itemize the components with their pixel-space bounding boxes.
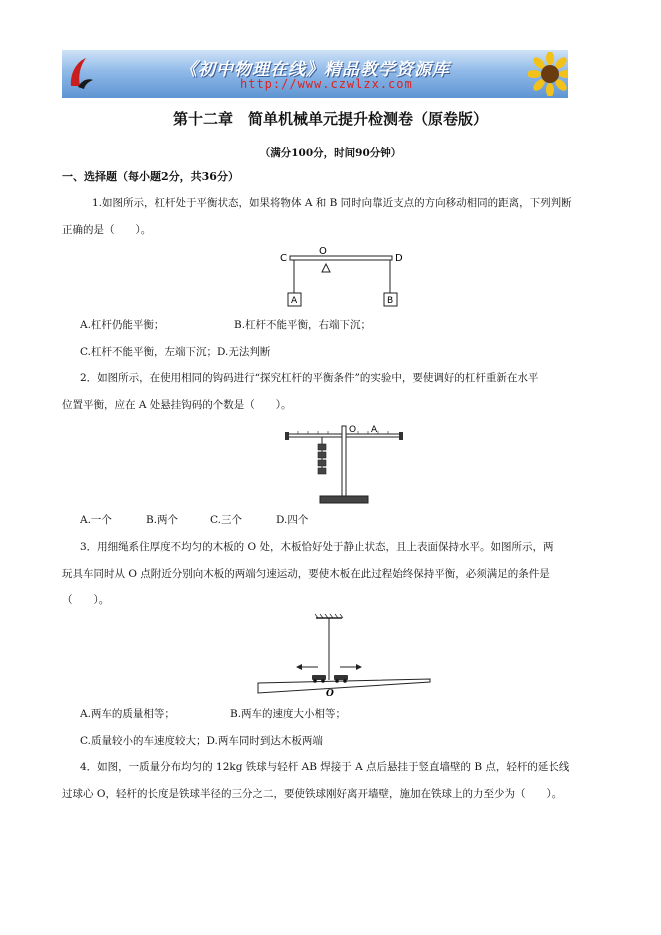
label-o: O: [326, 689, 334, 699]
q1-option-cd: C.杠杆不能平衡，左端下沉；D.无法判断: [80, 346, 271, 358]
q2-option-b: B.两个: [146, 514, 179, 526]
label-c: C: [280, 253, 287, 264]
label-o: O: [349, 425, 357, 435]
q2-option-d: D.四个: [276, 514, 309, 526]
arrow-left-icon: [296, 664, 302, 670]
q4-text-line1: 4．如图，一质量分布均匀的 12kg 铁球与轻杆 AB 焊接于 A 点后悬挂于竖直墙壁的 B 点，轻杆的延长线: [80, 761, 570, 773]
q3-plank-figure: [254, 612, 436, 702]
sunflower-icon: [528, 52, 568, 96]
q3-option-b: B.两车的速度大小相等；: [230, 708, 347, 720]
q2-text-line1: 2．如图所示，在使用相同的钩码进行“探究杠杆的平衡条件”的实验中，要使调好的杠杆重新在水平: [80, 372, 539, 384]
q3-option-a: A.两车的质量相等；: [80, 708, 175, 720]
logo-icon: [68, 56, 94, 90]
q3-text-line1: 3．用细绳系住厚度不均匀的木板的 O 处，木板恰好处于静止状态，且上表面保持水平。如图所示，两: [80, 541, 554, 553]
label-a: A: [371, 425, 378, 435]
banner-title: 《初中物理在线》精品教学资源库: [180, 60, 450, 80]
q3-text-line3: （ ）。: [62, 594, 110, 606]
q1-option-a: A.杠杆仍能平衡；: [80, 319, 165, 331]
label-a: A: [291, 296, 298, 306]
document-title: 第十二章 简单机械单元提升检测卷（原卷版）: [172, 110, 488, 128]
q2-text-line2: 位置平衡，应在 A 处悬挂钩码的个数是（ ）。: [62, 399, 292, 411]
section-heading: 一、选择题（每小题2分，共36分）: [62, 170, 239, 183]
fulcrum-icon: [322, 264, 330, 272]
q2-lever-figure: [284, 420, 406, 508]
label-b: B: [387, 296, 394, 306]
q4-text-line2: 过球心 O，轻杆的长度是铁球半径的三分之二，要使铁球刚好离开墙壁，施加在铁球上的力至少为（ ）。: [62, 788, 563, 800]
q1-option-b: B.杠杆不能平衡，右端下沉；: [234, 319, 372, 331]
banner-url: http://www.czwlzx.com: [240, 77, 413, 91]
q3-text-line2: 玩具车同时从 O 点附近分别向木板的两端匀速运动，要使木板在此过程始终保持平衡，必须满足的条件是: [62, 568, 550, 580]
document-subtitle: （满分100分，时间90分钟）: [259, 147, 402, 159]
header-banner: [62, 50, 568, 98]
q3-option-cd: C.质量较小的车速度较大；D.两车同时到达木板两端: [80, 735, 323, 747]
label-d: D: [395, 253, 403, 264]
q1-lever-figure: [278, 240, 408, 310]
label-o: O: [319, 246, 327, 257]
q2-option-c: C.三个: [210, 514, 242, 526]
q2-option-a: A.一个: [80, 514, 112, 526]
q1-text-line1: 1.如图所示，杠杆处于平衡状态，如果将物体 A 和 B 同时向靠近支点的方向移动相同的距离，下列判断: [92, 197, 572, 209]
arrow-right-icon: [356, 664, 362, 670]
q1-text-line2: 正确的是（ ）。: [62, 224, 152, 236]
